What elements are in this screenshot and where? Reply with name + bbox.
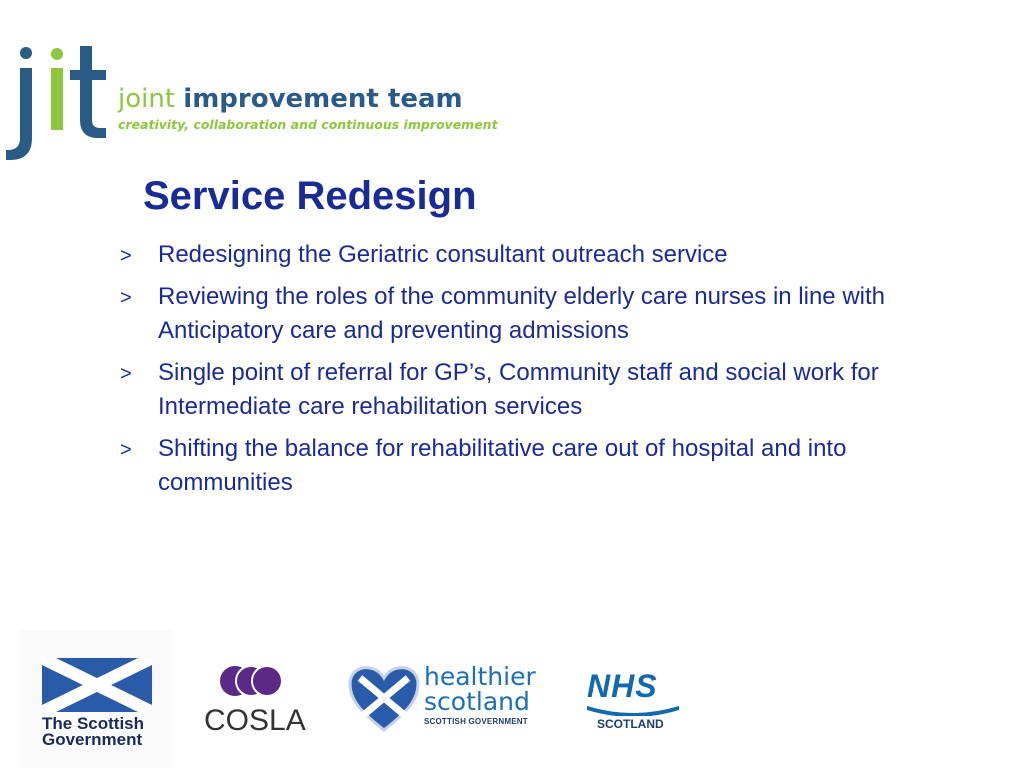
bullet-item — [118, 280, 938, 348]
bullet-chevron-icon: > — [120, 287, 132, 309]
jit-name-joint: joint — [118, 84, 176, 114]
cosla-wordmark: COSLA — [204, 704, 306, 737]
bullet-text: Redesigning the Geriatric consultant outreach service — [158, 241, 728, 268]
bullet-chevron-icon: > — [120, 439, 132, 461]
healthier-sub-text: SCOTTISH GOVERNMENT — [424, 717, 528, 726]
healthier-scotland-wordmark — [424, 664, 574, 726]
sg-line-2: Government — [42, 730, 143, 749]
saltire-heart-icon — [348, 664, 420, 734]
cosla-circles-icon — [218, 664, 284, 698]
scottish-government-logo — [20, 630, 172, 768]
bullet-item — [118, 238, 938, 272]
bullet-item — [118, 356, 938, 424]
healthier-text: healthier — [424, 662, 536, 691]
partner-logos — [0, 630, 700, 768]
nhs-scotland-logo — [585, 668, 685, 738]
bullet-text: Shifting the balance for rehabilitative care out of hospital and into communities — [158, 435, 847, 496]
bullet-text: Single point of referral for GP’s, Community staff and social work for Intermediate care rehabilitation services — [158, 359, 879, 420]
bullet-text: Reviewing the roles of the community elderly care nurses in line with Anticipatory care and preventing admissions — [158, 283, 885, 344]
saltire-flag-icon — [42, 658, 152, 712]
cosla-logo — [198, 662, 308, 772]
sg-line-1: The Scottish — [42, 714, 145, 733]
jit-letters-logo — [4, 40, 116, 165]
nhs-swoosh-icon — [585, 702, 681, 716]
jit-org-name — [118, 82, 463, 116]
scotland-text: scotland — [424, 687, 530, 716]
bullet-list — [118, 238, 938, 508]
bullet-chevron-icon: > — [120, 245, 132, 267]
nhs-scotland-text: SCOTLAND — [597, 717, 664, 731]
jit-logo — [0, 40, 500, 170]
bullet-item — [118, 432, 938, 500]
bullet-chevron-icon: > — [120, 363, 132, 385]
slide-title: Service Redesign — [143, 174, 477, 218]
jit-name-improvement-team: improvement team — [183, 84, 463, 114]
scottish-government-wordmark — [42, 716, 172, 748]
nhs-wordmark: NHS — [587, 668, 658, 704]
jit-tagline: creativity, collaboration and continuous improvement — [118, 117, 498, 132]
